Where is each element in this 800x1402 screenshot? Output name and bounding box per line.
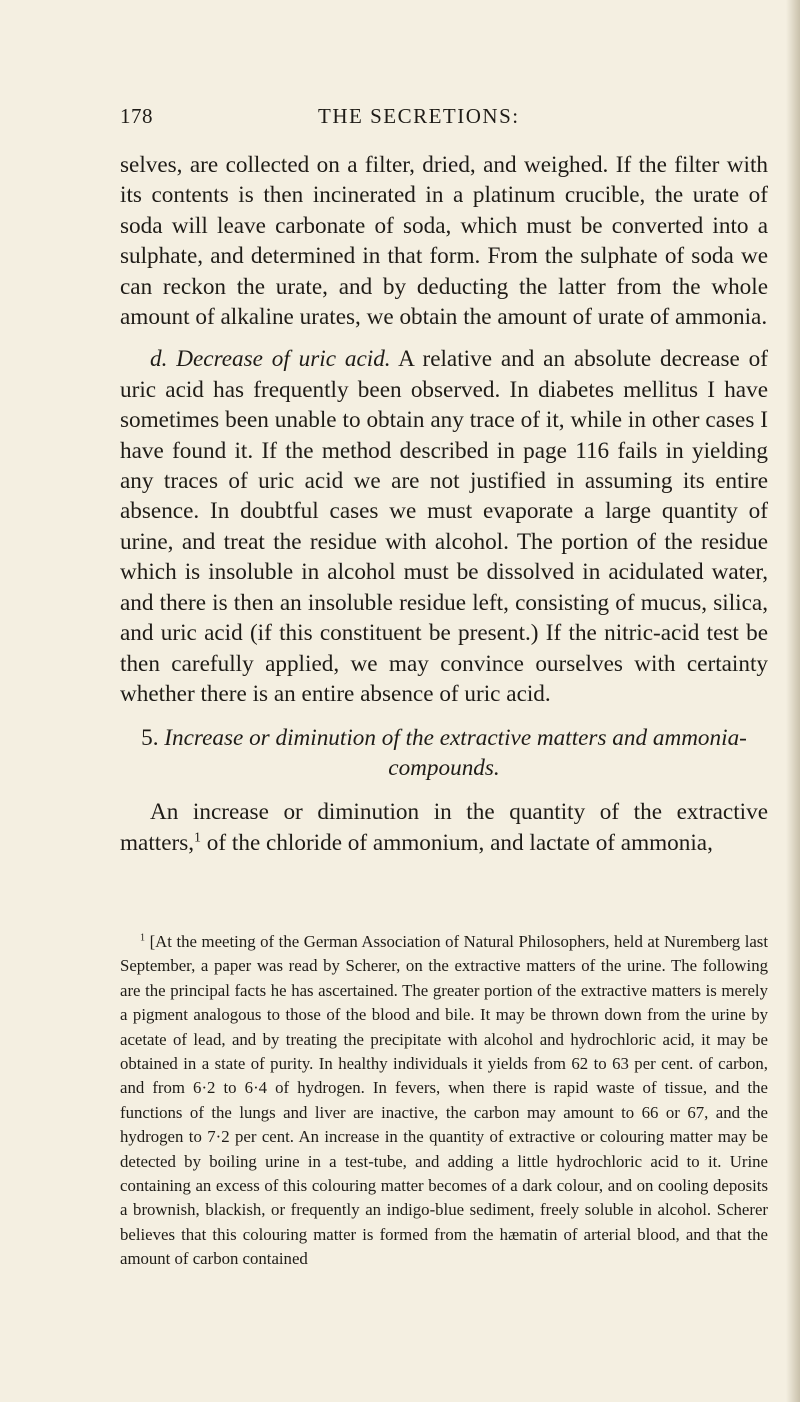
footnote-1 bbox=[120, 930, 768, 1272]
footnotes bbox=[120, 930, 768, 1272]
page-number: 178 bbox=[120, 104, 153, 128]
section-heading-number: 5. bbox=[141, 725, 159, 752]
section-heading-text: Increase or diminution of the extractive matters and ammonia-compounds. bbox=[158, 725, 747, 782]
paragraph-1: selves, are collected on a filter, dried, and weighed. If the filter with its contents is then incinerated in a platinum crucible, the urate of soda will leave carbonate of soda, which must be converted into a sulphate, and determined in that form. From the sulphate of soda we can reckon the urate, and by deducting the latter from the whole amount of alkaline urates, we obtain the amount of urate of ammonia. bbox=[120, 152, 768, 331]
paragraph-2-label: d. Decrease of uric acid. bbox=[150, 346, 391, 373]
paragraph-3-part-a: An increase or diminution in the quantity of the extractive matters, bbox=[120, 799, 768, 856]
footnote-text: [At the meeting of the German Association of Natural Philosophers, held at Nuremberg last September, a paper was read by Scherer, on the extractive matters of the urine. The following are the principal facts he has ascertained. The greater portion of the extractive matters is merely a pigment analogous to those of the blood and bile. It may be thrown down from the urine by acetate of lead, and by treating the precipitate with alcohol and hydrochloric acid, it may be obtained in a state of purity. In healthy individuals it yields from 62 to 63 per cent. of carbon, and from 6·2 to 6·4 of hydrogen. In fevers, when there is rapid waste of tissue, and the functions of the lungs and liver are inactive, the carbon may amount to 66 or 67, and the hydrogen to 7·2 per cent. An increase in the quantity of extractive or colouring matter may be detected by boiling urine in a test-tube, and adding a little hydrochloric acid to it. Urine containing an excess of this colouring matter becomes of a dark colour, and on cooling deposits a brownish, blackish, or frequently an indigo-blue sediment, freely soluble in alcohol. Scherer believes that this colouring matter is formed from the hæmatin of arterial blood, and that the amount of carbon contained bbox=[120, 932, 768, 1269]
page-header bbox=[120, 104, 760, 134]
paragraph-3-part-b: of the chloride of ammonium, and lactate of ammonia, bbox=[201, 829, 713, 856]
footnote-reference: 1 bbox=[194, 829, 201, 845]
running-title: THE SECRETIONS: bbox=[318, 104, 520, 128]
page-edge-shadow bbox=[786, 0, 800, 1402]
paragraph-2 bbox=[120, 344, 768, 709]
paragraph-3 bbox=[120, 797, 768, 858]
main-text bbox=[120, 150, 768, 858]
section-heading bbox=[120, 723, 768, 783]
footnote-marker: 1 bbox=[140, 932, 146, 944]
paragraph-2-body: A relative and an absolute decrease of uric acid has frequently been observed. In diabetes mellitus I have sometimes been unable to obtain any trace of it, while in other cases I have found it. If the method described in page 116 fails in yielding any traces of uric acid we are not justified in assuming its entire absence. In doubtful cases we must evaporate a large quantity of urine, and treat the residue with alcohol. The portion of the residue which is insoluble in alcohol must be dissolved in acidulated water, and there is then an insoluble residue left, consisting of mucus, silica, and uric acid (if this constituent be present.) If the nitric-acid test be then carefully applied, we may convince ourselves with certainty whether there is an entire absence of uric acid. bbox=[120, 346, 768, 707]
